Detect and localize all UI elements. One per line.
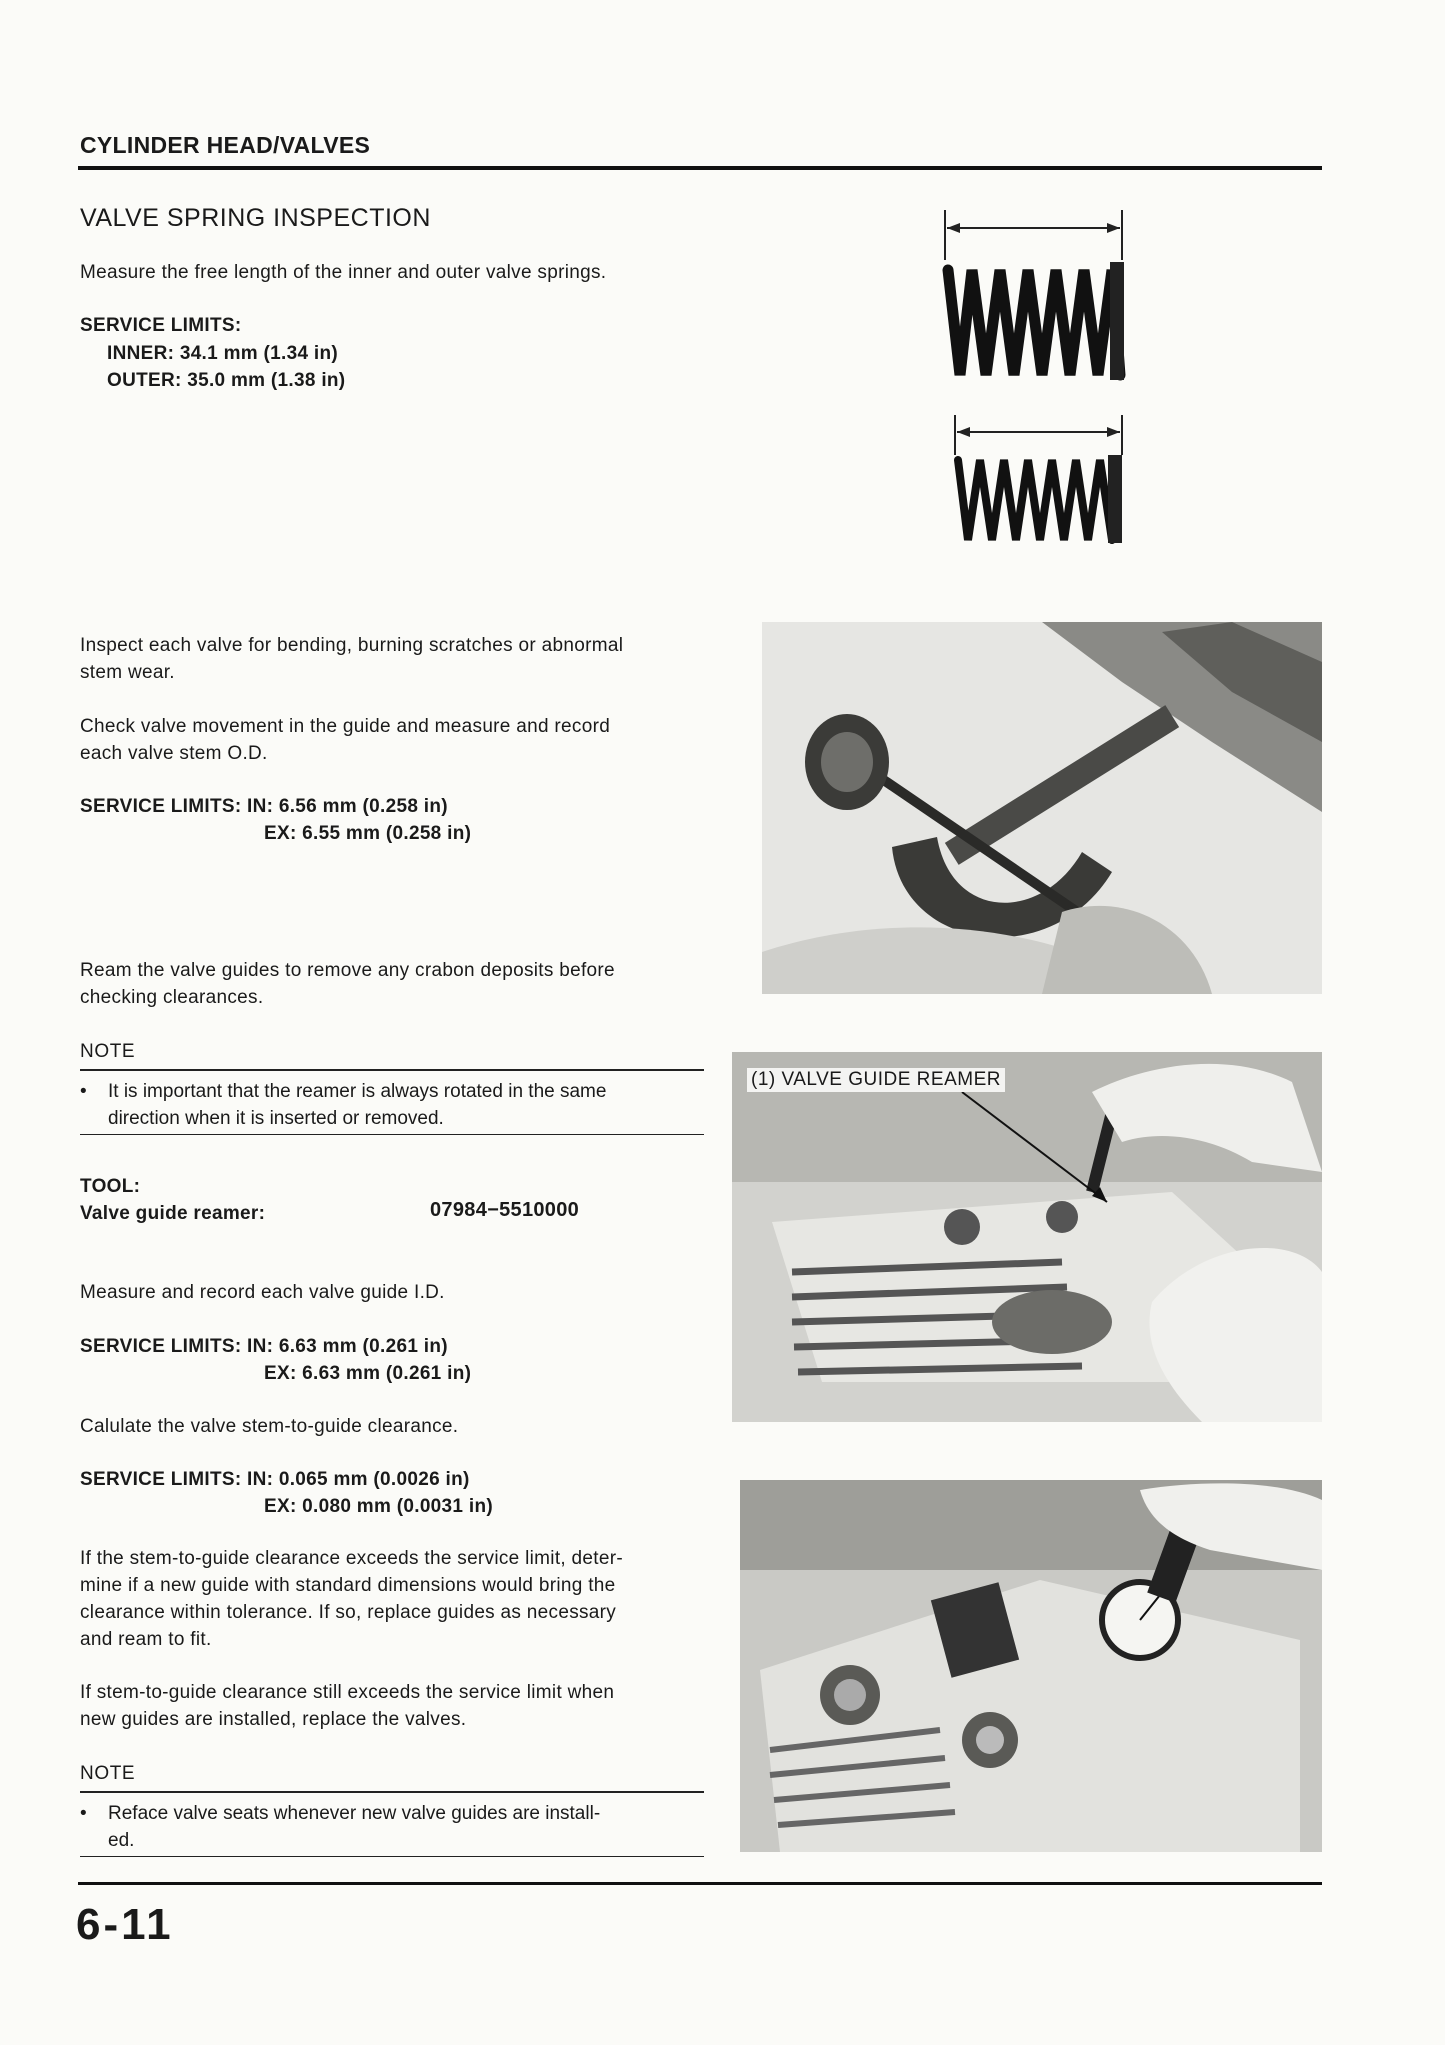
clearance-note-bottom-rule xyxy=(80,1856,704,1857)
dial-indicator-photo xyxy=(740,1480,1322,1852)
ream-note-item xyxy=(80,1078,704,1138)
clearance-replace-line-1: If stem-to-guide clearance still exceeds the service limit when xyxy=(80,1682,615,1703)
guide-measure-text: Measure and record each valve guide I.D. xyxy=(80,1282,445,1303)
spring-limits-label: SERVICE LIMITS: xyxy=(80,315,242,336)
ream-note-bottom-rule xyxy=(80,1134,704,1135)
bullet-dot: • xyxy=(80,1081,87,1102)
page-number: 6-11 xyxy=(76,1900,174,1949)
ream-note-line-2: direction when it is inserted or removed. xyxy=(108,1108,444,1129)
ream-text xyxy=(80,957,705,1011)
reamer-callout-label: (1) VALVE GUIDE REAMER xyxy=(747,1068,1005,1092)
spring-limit-inner: INNER: 34.1 mm (1.34 in) xyxy=(107,343,339,364)
dial-indicator-drawing xyxy=(740,1480,1322,1852)
clearance-calc-text: Calulate the valve stem-to-guide clearance. xyxy=(80,1416,459,1437)
valve-springs-drawing xyxy=(930,200,1130,545)
clearance-exceeds-text xyxy=(80,1545,705,1653)
clearance-exceeds-line-1: If the stem-to-guide clearance exceeds the service limit, deter- xyxy=(80,1548,623,1569)
clearance-note-line-2: ed. xyxy=(108,1830,135,1851)
clearance-note-line-1: Reface valve seats whenever new valve guides are install- xyxy=(108,1803,601,1824)
valve-measure-line-2: each valve stem O.D. xyxy=(80,743,268,764)
subsection-title: VALVE SPRING INSPECTION xyxy=(80,204,431,232)
clearance-limit-ex: EX: 0.080 mm (0.0031 in) xyxy=(264,1496,493,1517)
footer-rule xyxy=(78,1882,1322,1885)
tool-name: Valve guide reamer: xyxy=(80,1203,266,1224)
valve-limit-ex: EX: 6.55 mm (0.258 in) xyxy=(264,823,472,844)
clearance-note-item xyxy=(80,1800,704,1860)
guide-limit-in: SERVICE LIMITS: IN: 6.63 mm (0.261 in) xyxy=(80,1336,448,1357)
guide-limit-ex: EX: 6.63 mm (0.261 in) xyxy=(264,1363,472,1384)
tool-label: TOOL: xyxy=(80,1176,141,1197)
valve-measure-text xyxy=(80,713,705,767)
clearance-exceeds-line-2: mine if a new guide with standard dimensions would bring the xyxy=(80,1575,616,1596)
valve-inspect-line-1: Inspect each valve for bending, burning scratches or abnormal xyxy=(80,635,624,656)
tool-number: 07984−5510000 xyxy=(430,1199,580,1221)
spring-instruction: Measure the free length of the inner and outer valve springs. xyxy=(80,262,607,283)
clearance-replace-text xyxy=(80,1679,705,1733)
valve-inspect-text xyxy=(80,632,705,686)
header-rule xyxy=(78,166,1322,170)
valve-springs-figure xyxy=(930,200,1130,545)
clearance-exceeds-line-4: and ream to fit. xyxy=(80,1629,212,1650)
spring-limit-outer: OUTER: 35.0 mm (1.38 in) xyxy=(107,370,346,391)
valve-micrometer-photo xyxy=(762,622,1322,994)
bullet-dot: • xyxy=(80,1803,87,1824)
valve-measure-line-1: Check valve movement in the guide and measure and record xyxy=(80,716,611,737)
ream-note-label: NOTE xyxy=(80,1041,136,1062)
ream-line-2: checking clearances. xyxy=(80,987,264,1008)
clearance-exceeds-line-3: clearance within tolerance. If so, replace guides as necessary xyxy=(80,1602,617,1623)
clearance-note-top-rule xyxy=(80,1791,704,1793)
valve-limit-in: SERVICE LIMITS: IN: 6.56 mm (0.258 in) xyxy=(80,796,448,817)
ream-note-line-1: It is important that the reamer is always rotated in the same xyxy=(108,1081,607,1102)
ream-line-1: Ream the valve guides to remove any crabon deposits before xyxy=(80,960,615,981)
ream-note-top-rule xyxy=(80,1069,704,1071)
valve-micrometer-drawing xyxy=(762,622,1322,994)
clearance-replace-line-2: new guides are installed, replace the valves. xyxy=(80,1709,467,1730)
valve-inspect-line-2: stem wear. xyxy=(80,662,175,683)
clearance-limit-in: SERVICE LIMITS: IN: 0.065 mm (0.0026 in) xyxy=(80,1469,470,1490)
clearance-note-label: NOTE xyxy=(80,1763,136,1784)
section-title: CYLINDER HEAD/VALVES xyxy=(80,132,371,158)
